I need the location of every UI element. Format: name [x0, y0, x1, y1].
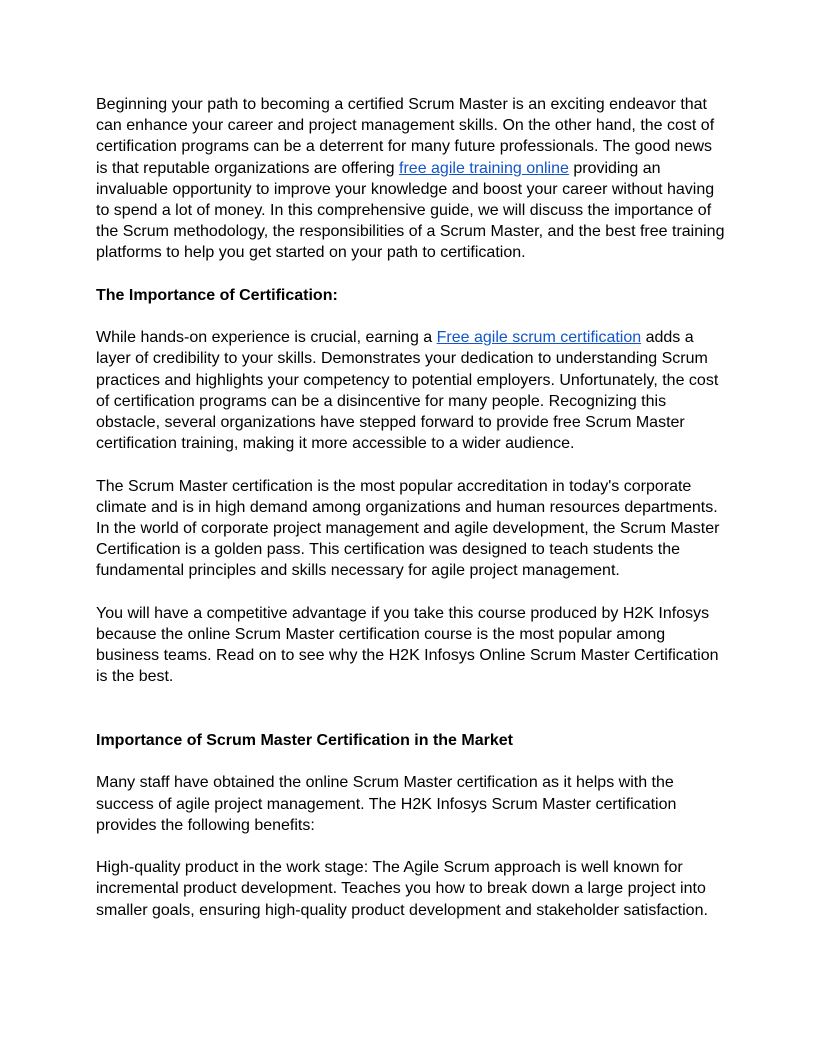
certification-text-part1: While hands-on experience is crucial, earning a [96, 329, 437, 347]
section-heading-market-importance: Importance of Scrum Master Certification in the Market [96, 732, 513, 750]
competitive-advantage-paragraph: You will have a competitive advantage if you take this course produced by H2K Infosys because the online Scrum Master certification course is the most popular among business teams. Read on to see why the H2K Infosys Online Scrum Master Certification is the best. [96, 604, 719, 686]
document-page [96, 94, 726, 921]
high-quality-product-paragraph: High-quality product in the work stage: The Agile Scrum approach is well known for incremental product development. Teaches you how to break down a large project into smaller goals, ensuring high-quality product development and stakeholder satisfaction. [96, 859, 708, 919]
certification-paragraph [96, 327, 726, 454]
free-agile-scrum-certification-link[interactable]: Free agile scrum certification [436, 329, 642, 347]
spacer [96, 836, 726, 857]
spacer [96, 264, 726, 285]
spacer [96, 306, 726, 327]
spacer [96, 751, 726, 772]
benefits-intro-paragraph: Many staff have obtained the online Scrum Master certification as it helps with the success of agile project management. The H2K Infosys Scrum Master certification provides the following benefits: [96, 774, 677, 834]
intro-text-part2: providing an invaluable opportunity to improve your knowledge and boost your career without having to spend a lot of money. In this comprehensive guide, we will discuss the importance of the Scrum methodology, the responsibilities of a Scrum Master, and the best free training platforms to help you get started on your path to certification. [96, 159, 725, 262]
spacer [96, 582, 726, 603]
spacer [96, 454, 726, 475]
free-agile-training-link[interactable]: free agile training online [399, 159, 569, 177]
scrum-master-accreditation-paragraph: The Scrum Master certification is the most popular accreditation in today's corporate climate and is in high demand among organizations and human resources departments. In the world of corporate project management and agile development, the Scrum Master Certification is a golden pass. This certification was designed to teach students the fundamental principles and skills necessary for agile project management. [96, 477, 720, 580]
section-heading-importance-of-certification: The Importance of Certification: [96, 286, 338, 304]
intro-text-part1: Beginning your path to becoming a certified Scrum Master is an exciting endeavor that can enhance your career and project management skills. On the other hand, the cost of certification programs can be a deterrent for many future professionals. The good news is that reputable organizations are offering [96, 96, 715, 177]
spacer [96, 688, 726, 730]
certification-text-part2: adds a layer of credibility to your skills. Demonstrates your dedication to understanding Scrum practices and highlights your competency to potential employers. Unfortunately, the cost of certification programs can be a disincentive for many people. Recognizing this obstacle, several organizations have stepped forward to provide free Scrum Master certification training, making it more accessible to a wider audience. [96, 329, 719, 453]
intro-paragraph [96, 94, 726, 264]
